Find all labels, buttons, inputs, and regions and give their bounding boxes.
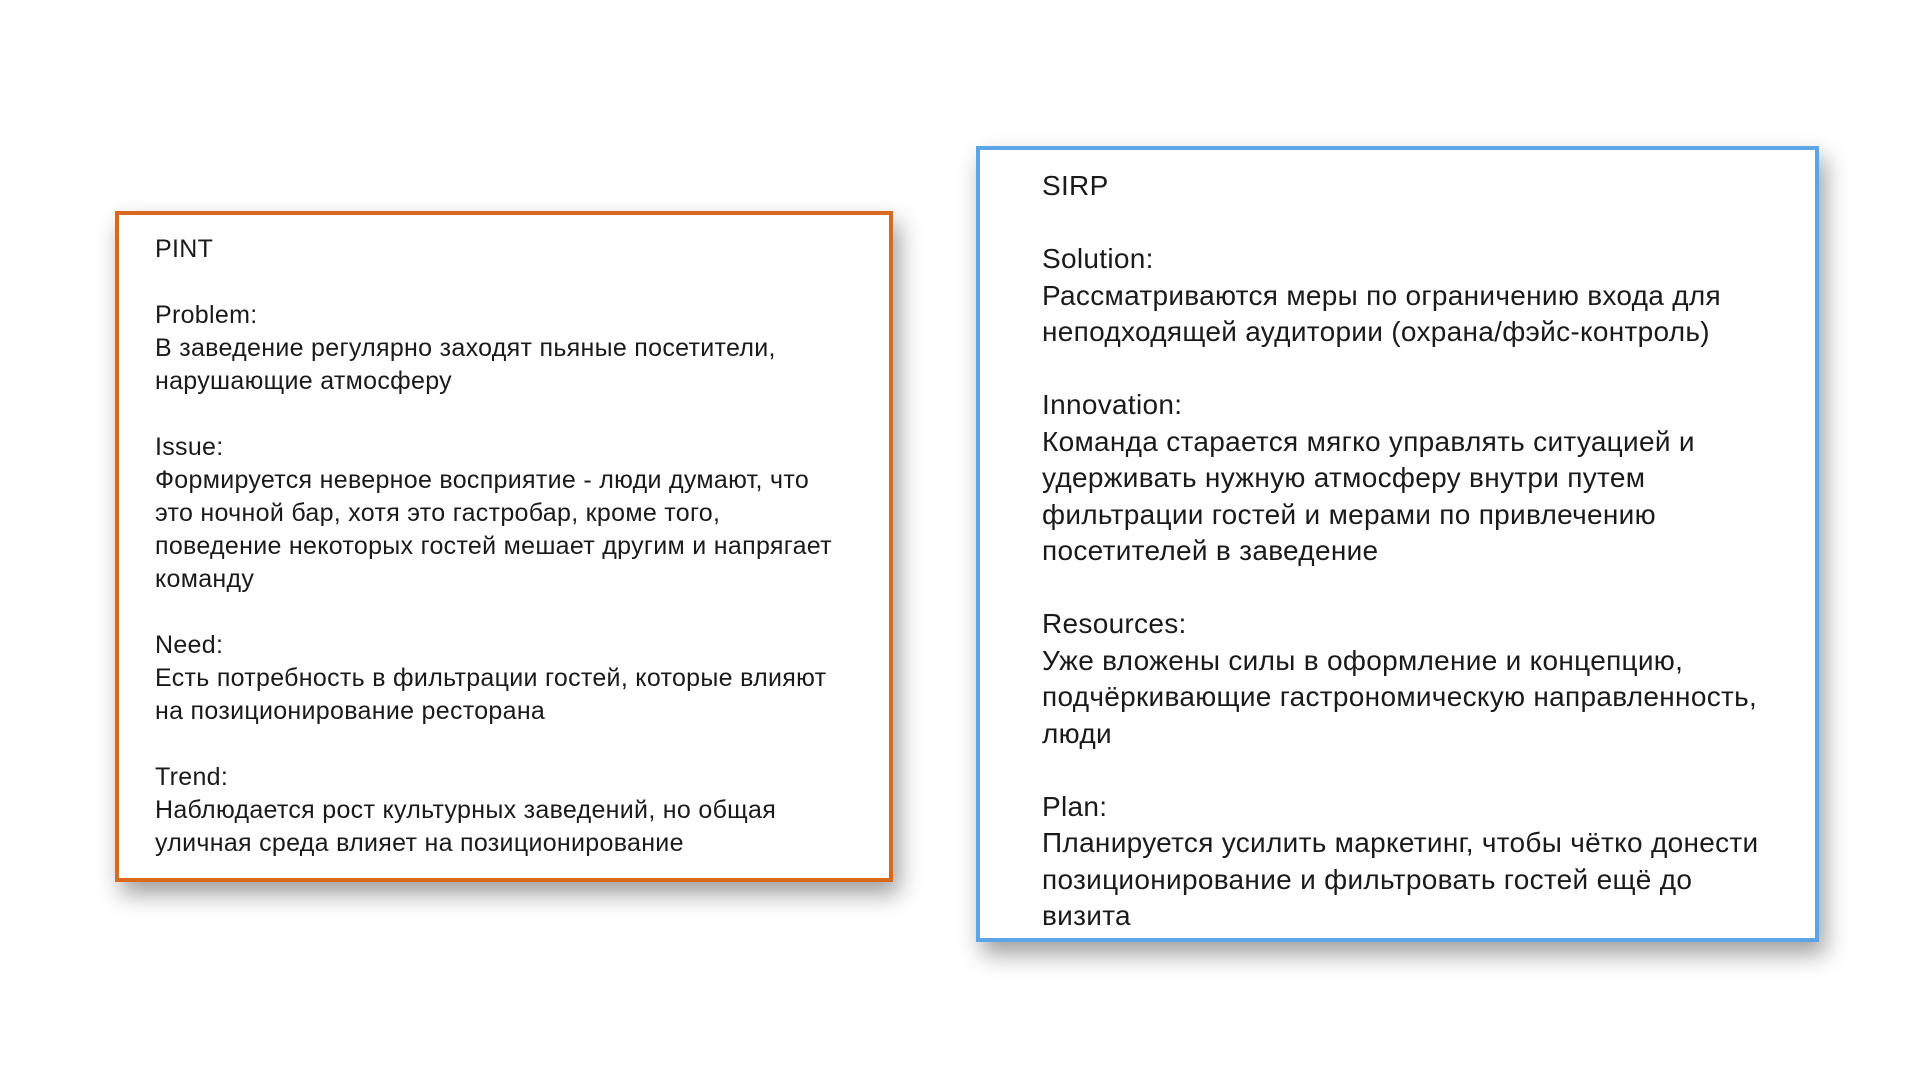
sirp-title: SIRP <box>1042 170 1109 201</box>
sirp-resources-text: Уже вложены силы в оформление и концепцию, подчёркивающие гастрономическую направленность, люди <box>1042 644 1758 749</box>
pint-need-section <box>155 629 853 728</box>
pint-problem-text: В заведение регулярно заходят пьяные посетители, нарушающие атмосферу <box>155 334 776 395</box>
sirp-plan-heading: Plan: <box>1042 790 1108 822</box>
pint-problem-section <box>155 299 853 398</box>
sirp-resources-section <box>1042 606 1779 752</box>
pint-need-text: Есть потребность в фильтрации гостей, которые влияют на позиционирование ресторана <box>155 664 827 725</box>
sirp-resources-heading: Resources: <box>1042 608 1187 639</box>
sirp-solution-text: Рассматриваются меры по ограничению входа для неподходящей аудитории (охрана/фэйс-контроль) <box>1042 279 1721 347</box>
pint-title: PINT <box>155 235 214 263</box>
sirp-plan-section <box>1042 789 1779 935</box>
sirp-innovation-heading: Innovation: <box>1042 389 1183 420</box>
sirp-solution-section <box>1042 241 1779 351</box>
sirp-solution-heading: Solution: <box>1042 243 1154 274</box>
pint-card <box>115 211 893 882</box>
sirp-innovation-section <box>1042 387 1779 570</box>
pint-problem-heading: Problem: <box>155 301 258 329</box>
pint-need-heading: Need: <box>155 631 224 659</box>
pint-trend-text: Наблюдается рост культурных заведений, но общая уличная среда влияет на позиционирование <box>155 796 777 857</box>
pint-trend-heading: Trend: <box>155 763 229 791</box>
pint-issue-heading: Issue: <box>155 433 224 461</box>
sirp-card <box>976 146 1819 942</box>
pint-issue-section <box>155 431 853 596</box>
pint-trend-section <box>155 761 853 860</box>
sirp-plan-text: Планируется усилить маркетинг, чтобы чётко донести позиционирование и фильтровать гостей ещё до визита <box>1042 827 1759 931</box>
sirp-innovation-text: Команда старается мягко управлять ситуацией и удерживать нужную атмосферу внутри путем фильтрации гостей и мерами по привлечению посетителей в заведение <box>1042 425 1695 566</box>
pint-issue-text: Формируется неверное восприятие - люди думают, что это ночной бар, хотя это гастробар, кроме того, поведение некоторых гостей мешает другим и напрягает команду <box>155 466 832 593</box>
